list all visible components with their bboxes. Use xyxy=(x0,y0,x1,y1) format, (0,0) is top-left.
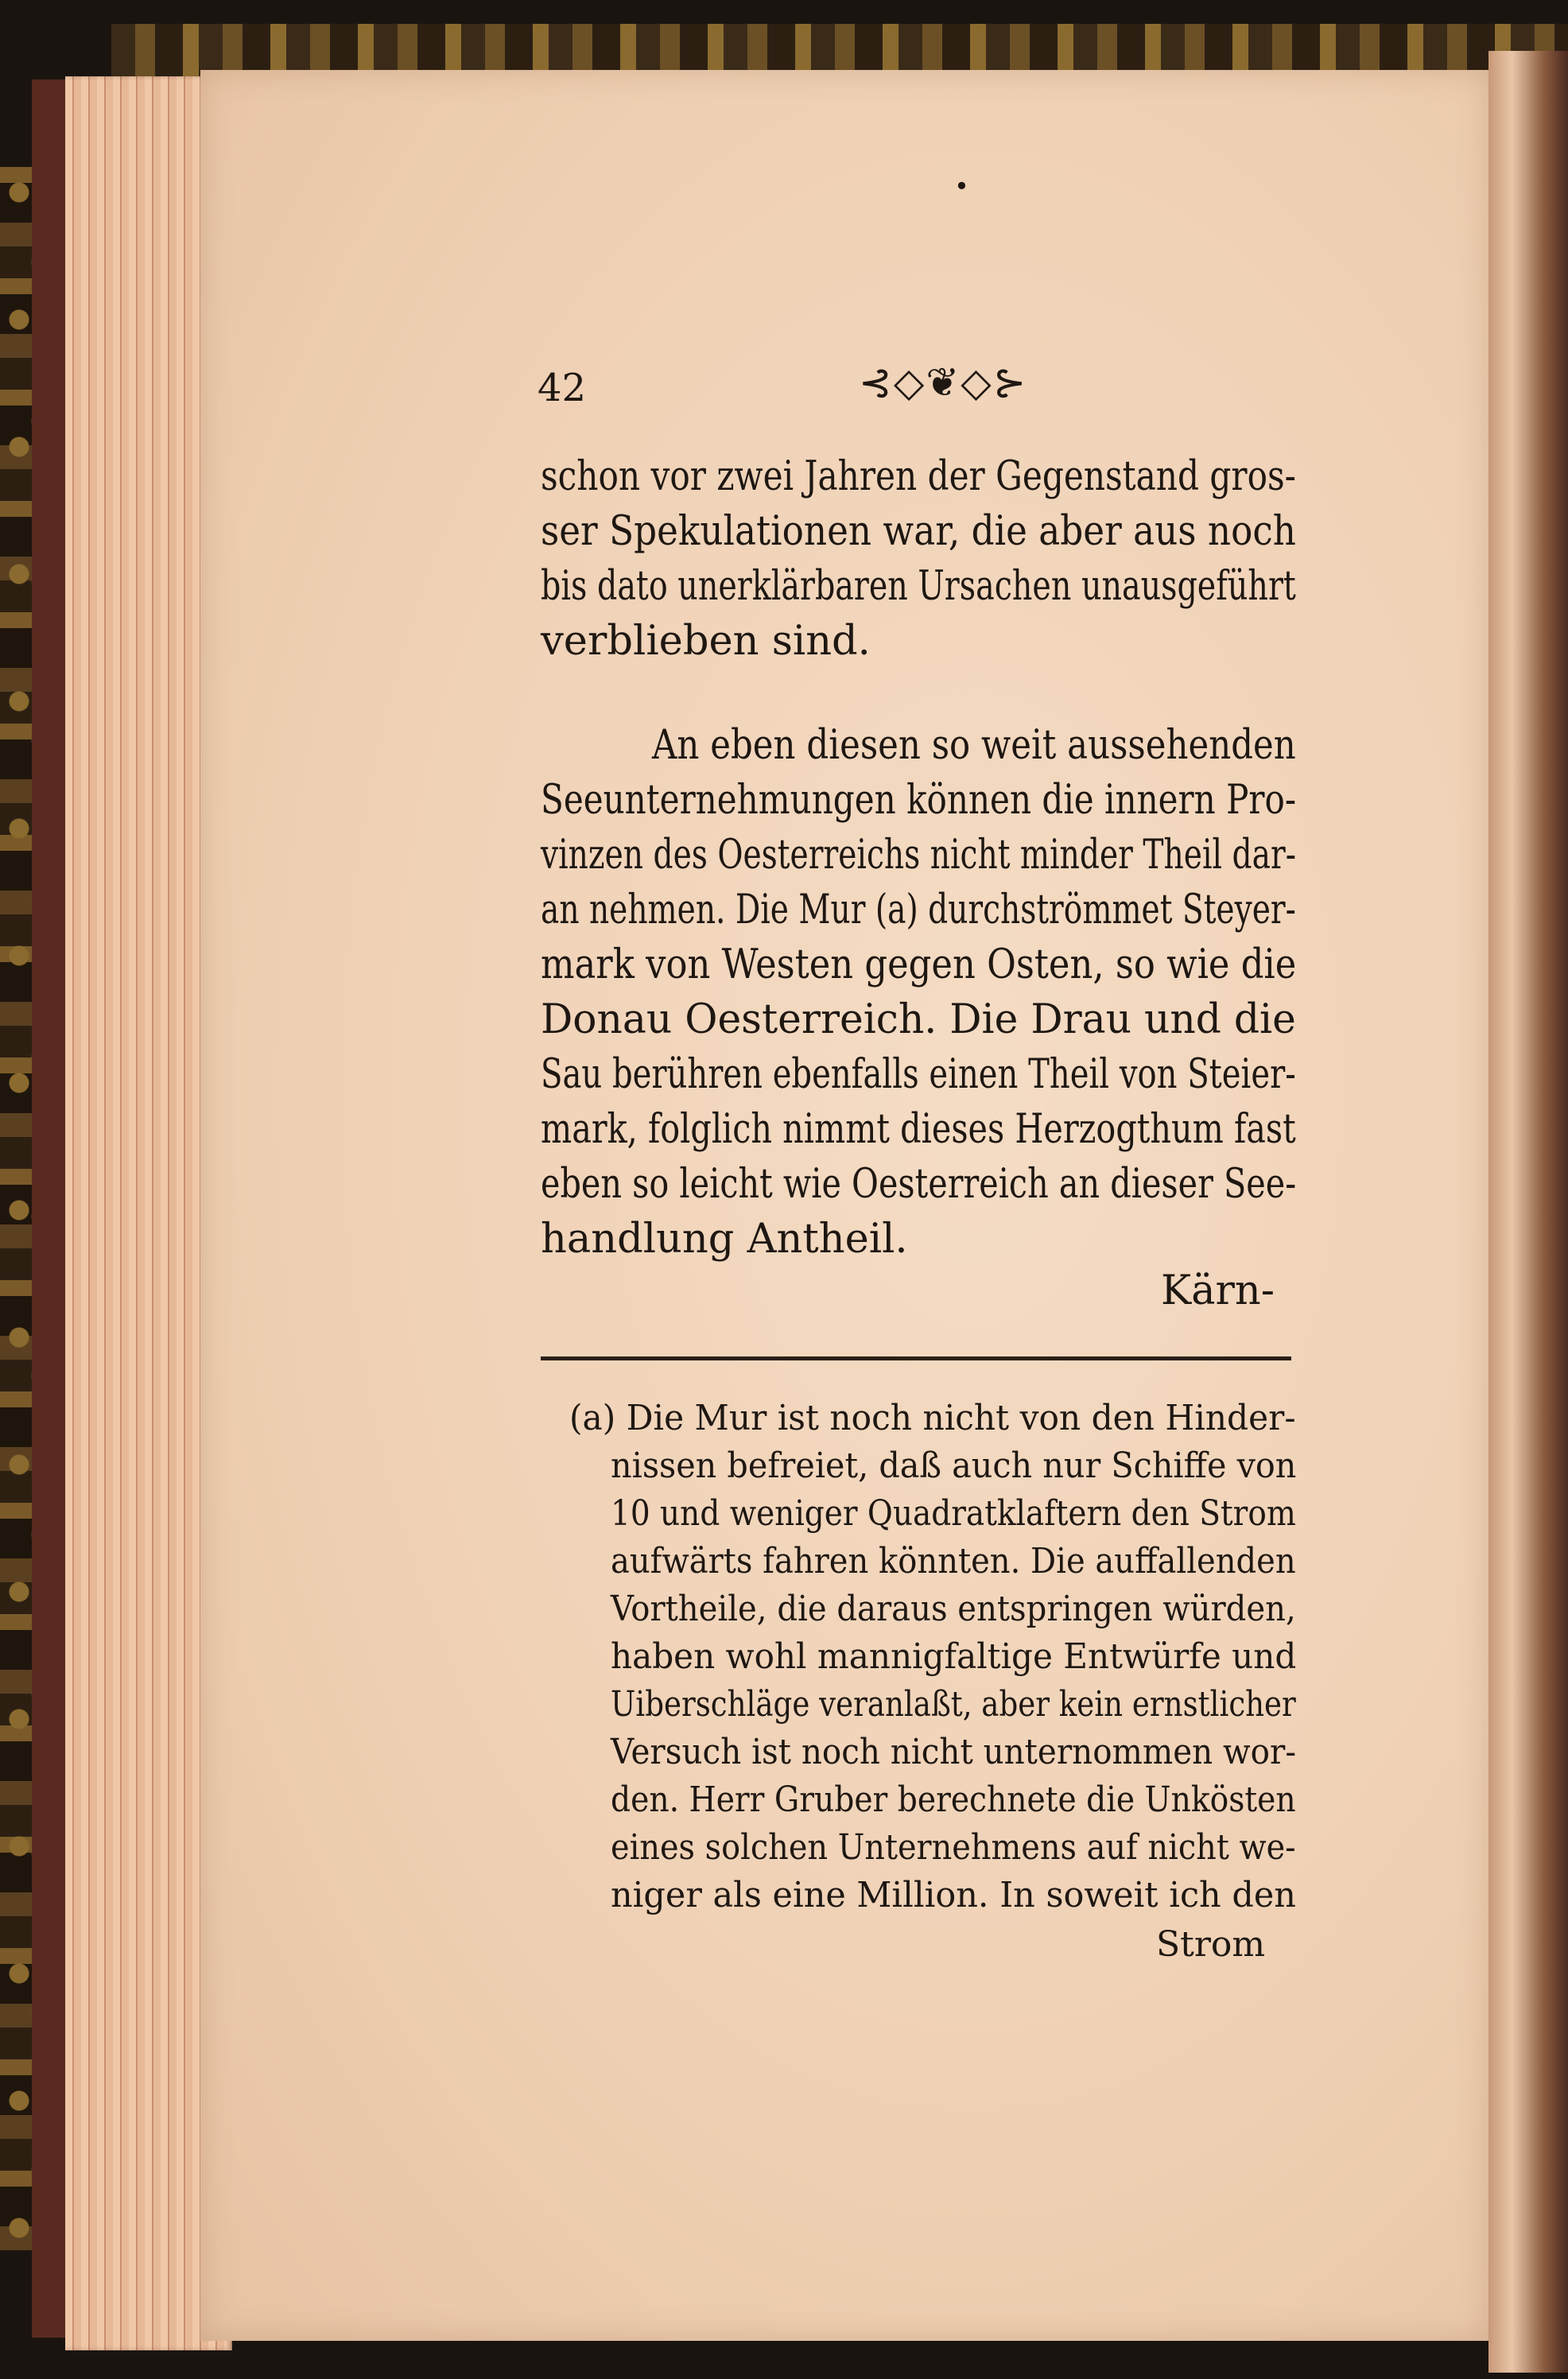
footnote-line-8: Versuch ist noch nicht unternommen wor- xyxy=(611,1732,1297,1772)
footnote-line-11: niger als eine Million. In soweit ich den xyxy=(611,1875,1296,1915)
body-line-9: mark von Westen gegen Osten, so wie die xyxy=(541,941,1297,988)
footnote-line-9: den. Herr Gruber berechnete die Unkösten xyxy=(611,1779,1296,1820)
footnote-line-3: 10 und weniger Quadratklaftern den Strom xyxy=(611,1493,1296,1534)
body-line-4: verblieben sind. xyxy=(541,618,871,665)
book-spine xyxy=(1488,51,1568,2373)
body-line-3: bis dato unerklärbaren Ursachen unausgeführt xyxy=(541,563,1296,610)
body-line-12: mark, folglich nimmt dieses Herzogthum fast xyxy=(541,1106,1296,1153)
body-line-5: An eben diesen so weit aussehenden xyxy=(652,722,1296,769)
body-line-10: Donau Oesterreich. Die Drau und die xyxy=(541,996,1296,1043)
catchword-footnote: Strom xyxy=(1156,1924,1266,1965)
footnote-line-2: nissen befreiet, daß auch nur Schiffe von xyxy=(611,1446,1297,1486)
footnote-line-5: Vortheile, die daraus entspringen würden, xyxy=(611,1589,1296,1629)
body-line-13: eben so leicht wie Oesterreich an dieser See- xyxy=(541,1161,1297,1208)
body-line-6: Seeunternehmungen können die innern Pro- xyxy=(541,777,1297,824)
footnote-rule xyxy=(541,1356,1291,1360)
body-line-2: ser Spekulationen war, die aber aus noch xyxy=(541,508,1296,555)
footnote-line-7: Uiberschläge veranlaßt, aber kein ernstlicher xyxy=(611,1684,1296,1725)
footnote-line-6: haben wohl mannigfaltige Entwürfe und xyxy=(611,1636,1297,1677)
body-line-11: Sau berühren ebenfalls einen Theil von Steier- xyxy=(541,1051,1296,1098)
footnote-line-10: eines solchen Unternehmens auf nicht we- xyxy=(611,1827,1296,1868)
catchword-body: Kärn- xyxy=(1161,1267,1275,1314)
page-number: 42 xyxy=(538,366,587,410)
body-line-8: an nehmen. Die Mur (a) durchströmmet Steyer- xyxy=(541,887,1296,933)
body-line-1: schon vor zwei Jahren der Gegenstand gros- xyxy=(541,453,1296,500)
footnote-line-4: aufwärts fahren könnten. Die auffallenden xyxy=(611,1541,1296,1581)
body-line-7: vinzen des Oesterreichs nicht minder Theil dar- xyxy=(541,832,1296,879)
body-line-14: handlung Antheil. xyxy=(541,1216,908,1263)
ink-dot: • xyxy=(954,171,969,201)
header-ornament: ⊰◇❦◇⊱ xyxy=(859,359,1028,406)
footnote-line-1: (a) Die Mur ist noch nicht von den Hinder- xyxy=(569,1398,1296,1438)
